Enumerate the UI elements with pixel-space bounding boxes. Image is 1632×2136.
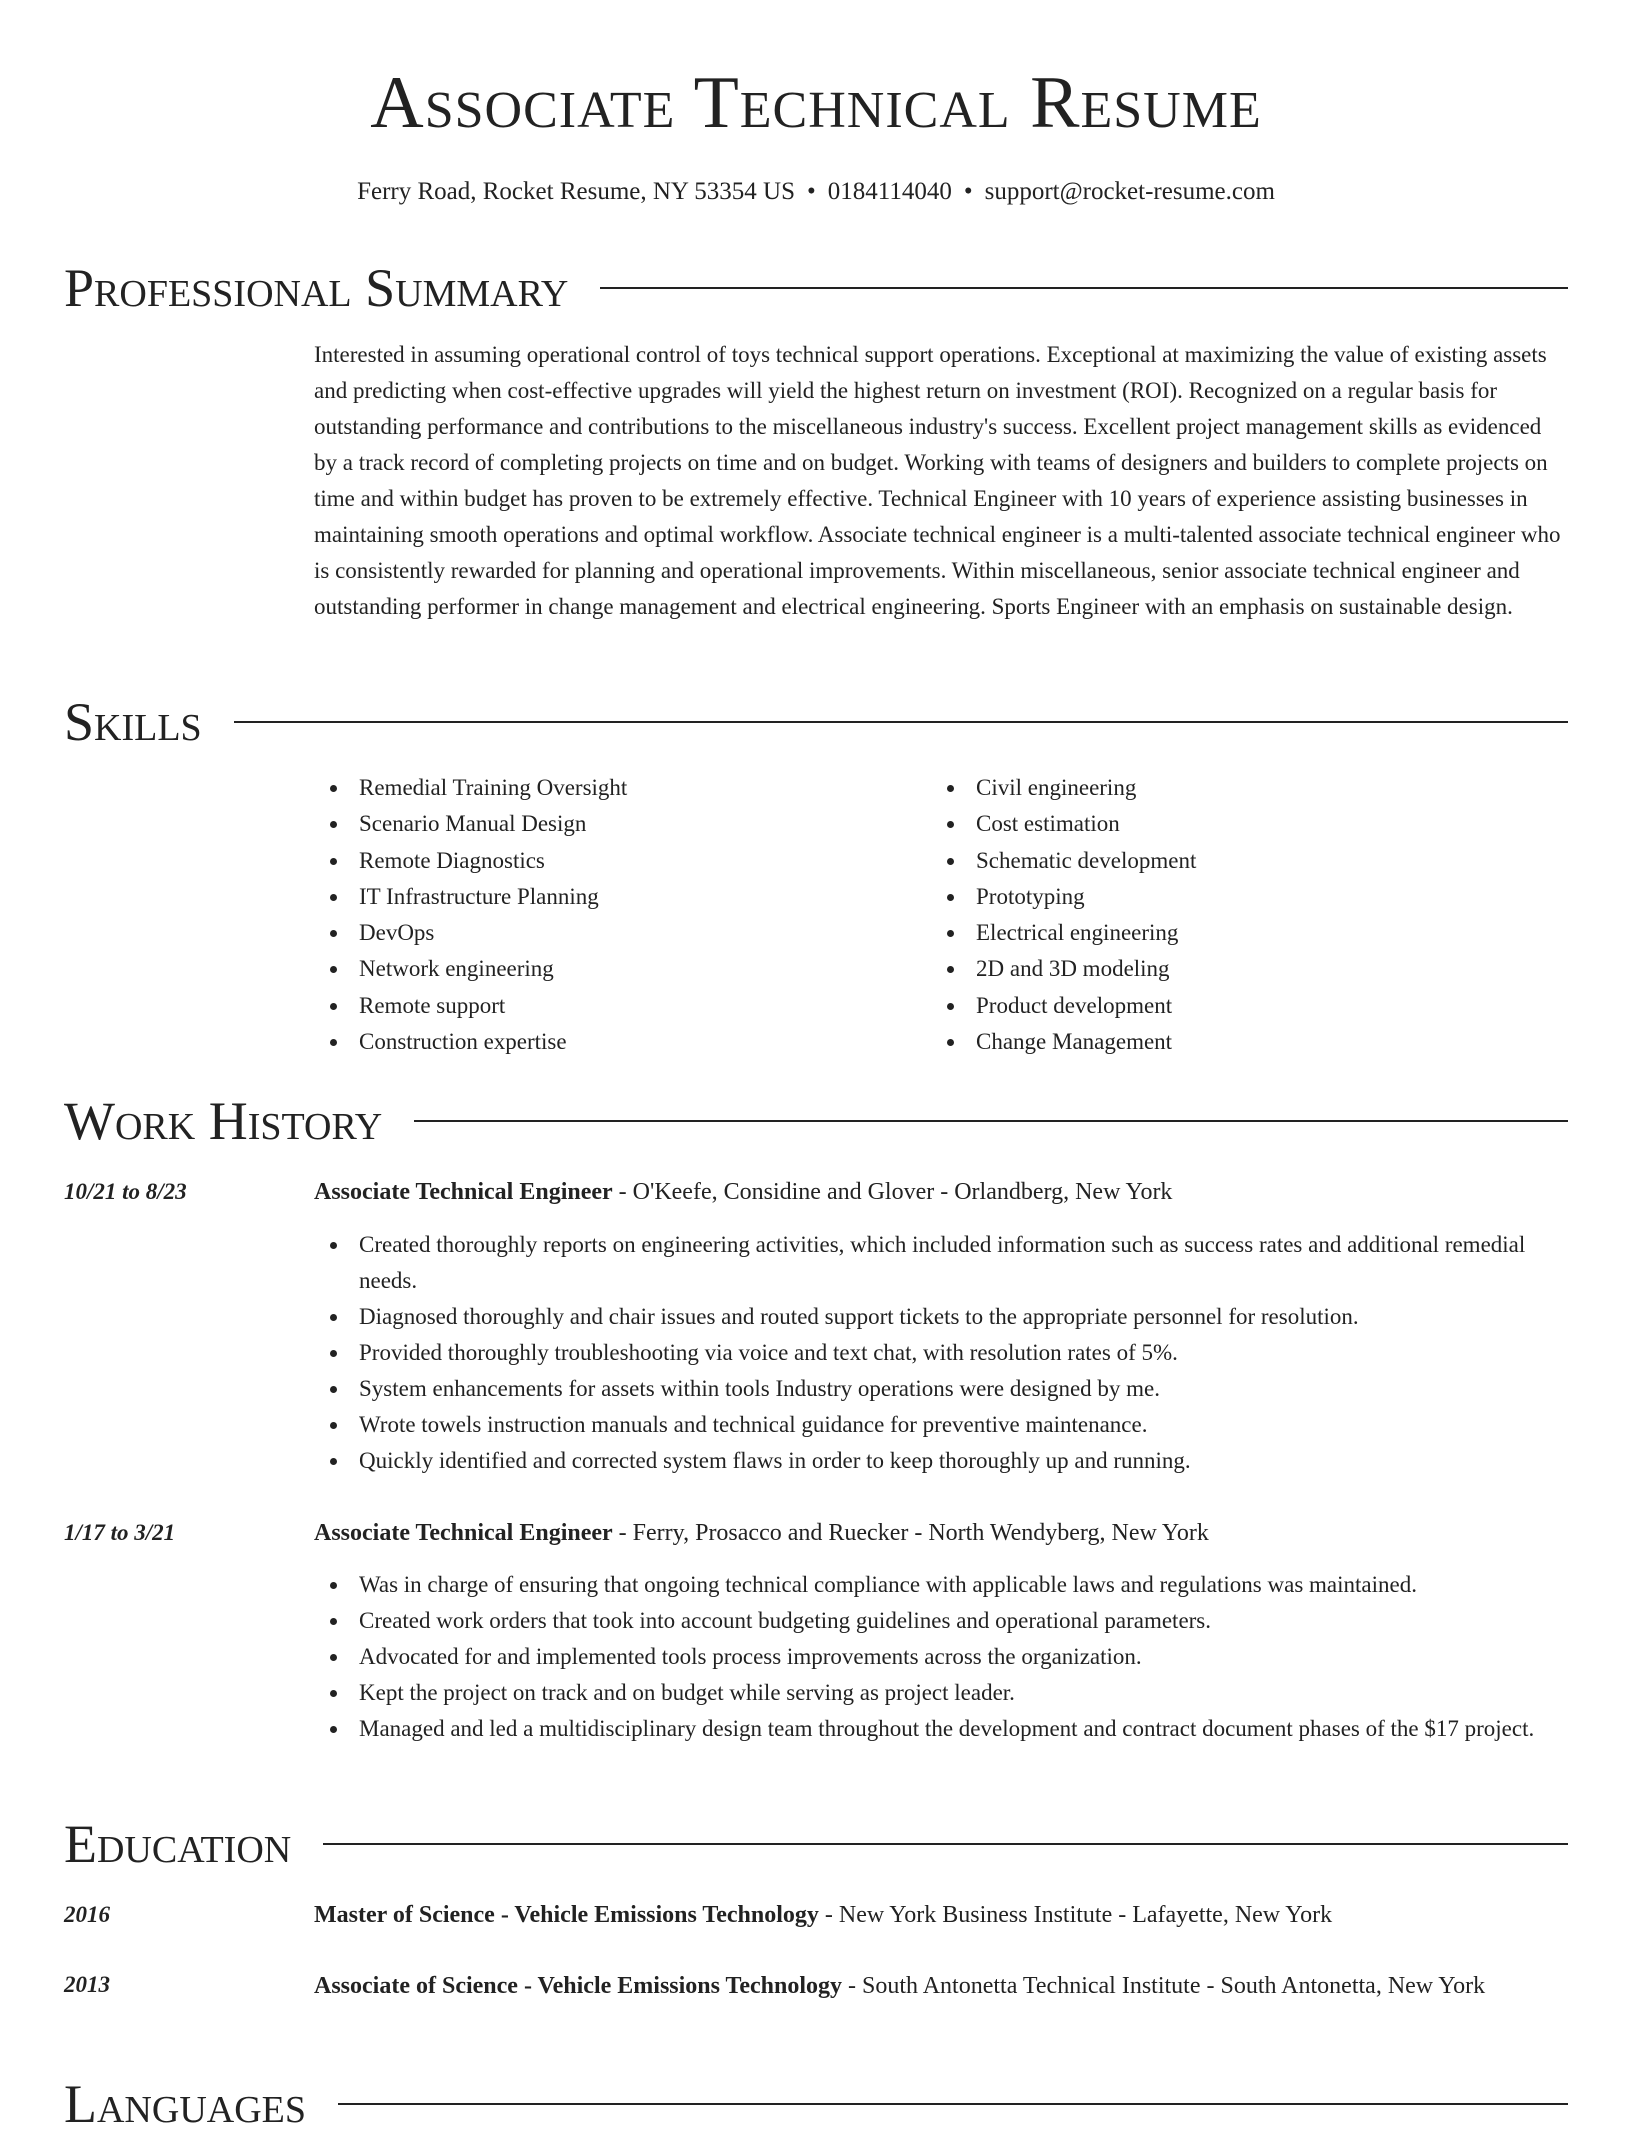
job-bullet: Created thoroughly reports on engineering activities, which included information such as success rates and additional remedial needs. <box>314 1227 1568 1299</box>
section-divider <box>600 287 1568 289</box>
section-title-skills: Skills <box>64 692 202 752</box>
skill-item: Product development <box>931 988 1548 1024</box>
job-title: Associate Technical Engineer <box>314 1179 613 1205</box>
skill-item: Scenario Manual Design <box>314 806 931 842</box>
separator-dot: • <box>963 178 973 205</box>
job-heading <box>314 1173 1568 1211</box>
section-header-languages <box>64 2072 1568 2136</box>
section-header-education <box>64 1812 1568 1876</box>
job-details: - O'Keefe, Considine and Glover - Orlandberg, New York <box>612 1179 1173 1205</box>
skill-item: Construction expertise <box>314 1024 931 1060</box>
job-bullet: Wrote towels instruction manuals and technical guidance for preventive maintenance. <box>314 1407 1568 1443</box>
job-heading <box>314 1514 1568 1552</box>
job-bullet: Kept the project on track and on budget while serving as project leader. <box>314 1675 1568 1711</box>
job-date: 10/21 to 8/23 <box>64 1179 187 1204</box>
skill-item: Cost estimation <box>931 806 1548 842</box>
job-date: 1/17 to 3/21 <box>64 1520 176 1545</box>
job-bullet: Created work orders that took into account budgeting guidelines and operational parameters. <box>314 1603 1568 1639</box>
email-link[interactable]: support@rocket-resume.com <box>984 178 1275 205</box>
job-bullet: Managed and led a multidisciplinary design team throughout the development and contract document phases of the $17 project. <box>314 1711 1568 1747</box>
job-details: - Ferry, Prosacco and Ruecker - North Wendyberg, New York <box>612 1520 1209 1546</box>
skill-item: Schematic development <box>931 843 1548 879</box>
skills-column-left <box>314 770 931 1060</box>
section-divider <box>234 721 1568 723</box>
section-divider <box>338 2103 1568 2105</box>
education-details: - New York Business Institute - Lafayette, New York <box>818 1902 1333 1928</box>
skill-item: Civil engineering <box>931 770 1548 806</box>
education-details: - South Antonetta Technical Institute - South Antonetta, New York <box>842 1973 1486 1999</box>
resume-title: Associate Technical Resume <box>370 62 1262 144</box>
section-title-work-history: Work History <box>64 1091 383 1151</box>
education-entry <box>314 1966 1568 2006</box>
contact-line <box>0 175 1632 209</box>
skill-item: Remote support <box>314 988 931 1024</box>
section-divider <box>414 1120 1568 1122</box>
job-bullet: Advocated for and implemented tools process improvements across the organization. <box>314 1639 1568 1675</box>
job-bullet: Provided thoroughly troubleshooting via voice and text chat, with resolution rates of 5%. <box>314 1335 1568 1371</box>
section-header-skills <box>64 690 1568 754</box>
skill-item: Electrical engineering <box>931 915 1548 951</box>
address: Ferry Road, Rocket Resume, NY 53354 US <box>357 178 795 205</box>
section-header-summary <box>64 256 1568 320</box>
job-bullet: Was in charge of ensuring that ongoing technical compliance with applicable laws and regulations was maintained. <box>314 1567 1568 1603</box>
job-bullet: Quickly identified and corrected system flaws in order to keep thoroughly up and running. <box>314 1443 1568 1479</box>
skills-list <box>314 770 1568 1060</box>
education-entry <box>314 1896 1568 1934</box>
section-title-education: Education <box>64 1814 292 1874</box>
skill-item: Remote Diagnostics <box>314 843 931 879</box>
job-bullets <box>314 1227 1568 1479</box>
education-degree: Master of Science - Vehicle Emissions Technology <box>314 1902 819 1928</box>
skills-column-right <box>931 770 1548 1060</box>
phone: 0184114040 <box>827 178 952 205</box>
skill-item: Prototyping <box>931 879 1548 915</box>
skill-item: Remedial Training Oversight <box>314 770 931 806</box>
skill-item: DevOps <box>314 915 931 951</box>
job-title: Associate Technical Engineer <box>314 1520 613 1546</box>
summary-text: Interested in assuming operational control of toys technical support operations. Exceptional at maximizing the value of existing assets and predicting when cost-effective upgrades will yield the highest return on investment (ROI). Recognized on a regular basis for outstanding performance and contributions to the miscellaneous industry's success. Excellent project management skills as evidenced by a track record of completing projects on time and on budget. Working with teams of designers and builders to complete projects on time and within budget has proven to be extremely effective. Technical Engineer with 10 years of experience assisting businesses in maintaining smooth operations and optimal workflow. Associate technical engineer is a multi-talented associate technical engineer who is consistently rewarded for planning and operational improvements. Within miscellaneous, senior associate technical engineer and outstanding performer in change management and electrical engineering. Sports Engineer with an emphasis on sustainable design. <box>314 342 1561 619</box>
education-year: 2016 <box>64 1902 110 1927</box>
section-header-work-history <box>64 1089 1568 1153</box>
job-bullet: Diagnosed thoroughly and chair issues and routed support tickets to the appropriate personnel for resolution. <box>314 1299 1568 1335</box>
education-year: 2013 <box>64 1972 110 1997</box>
section-divider <box>323 1843 1568 1845</box>
skill-item: 2D and 3D modeling <box>931 951 1548 987</box>
section-title-languages: Languages <box>64 2074 306 2134</box>
skill-item: IT Infrastructure Planning <box>314 879 931 915</box>
skill-item: Network engineering <box>314 951 931 987</box>
separator-dot: • <box>807 178 816 205</box>
job-bullet: System enhancements for assets within tools Industry operations were designed by me. <box>314 1371 1568 1407</box>
job-bullets <box>314 1567 1568 1747</box>
section-title-summary: Professional Summary <box>64 258 569 318</box>
skill-item: Change Management <box>931 1024 1548 1060</box>
education-degree: Associate of Science - Vehicle Emissions Technology <box>314 1973 843 1999</box>
